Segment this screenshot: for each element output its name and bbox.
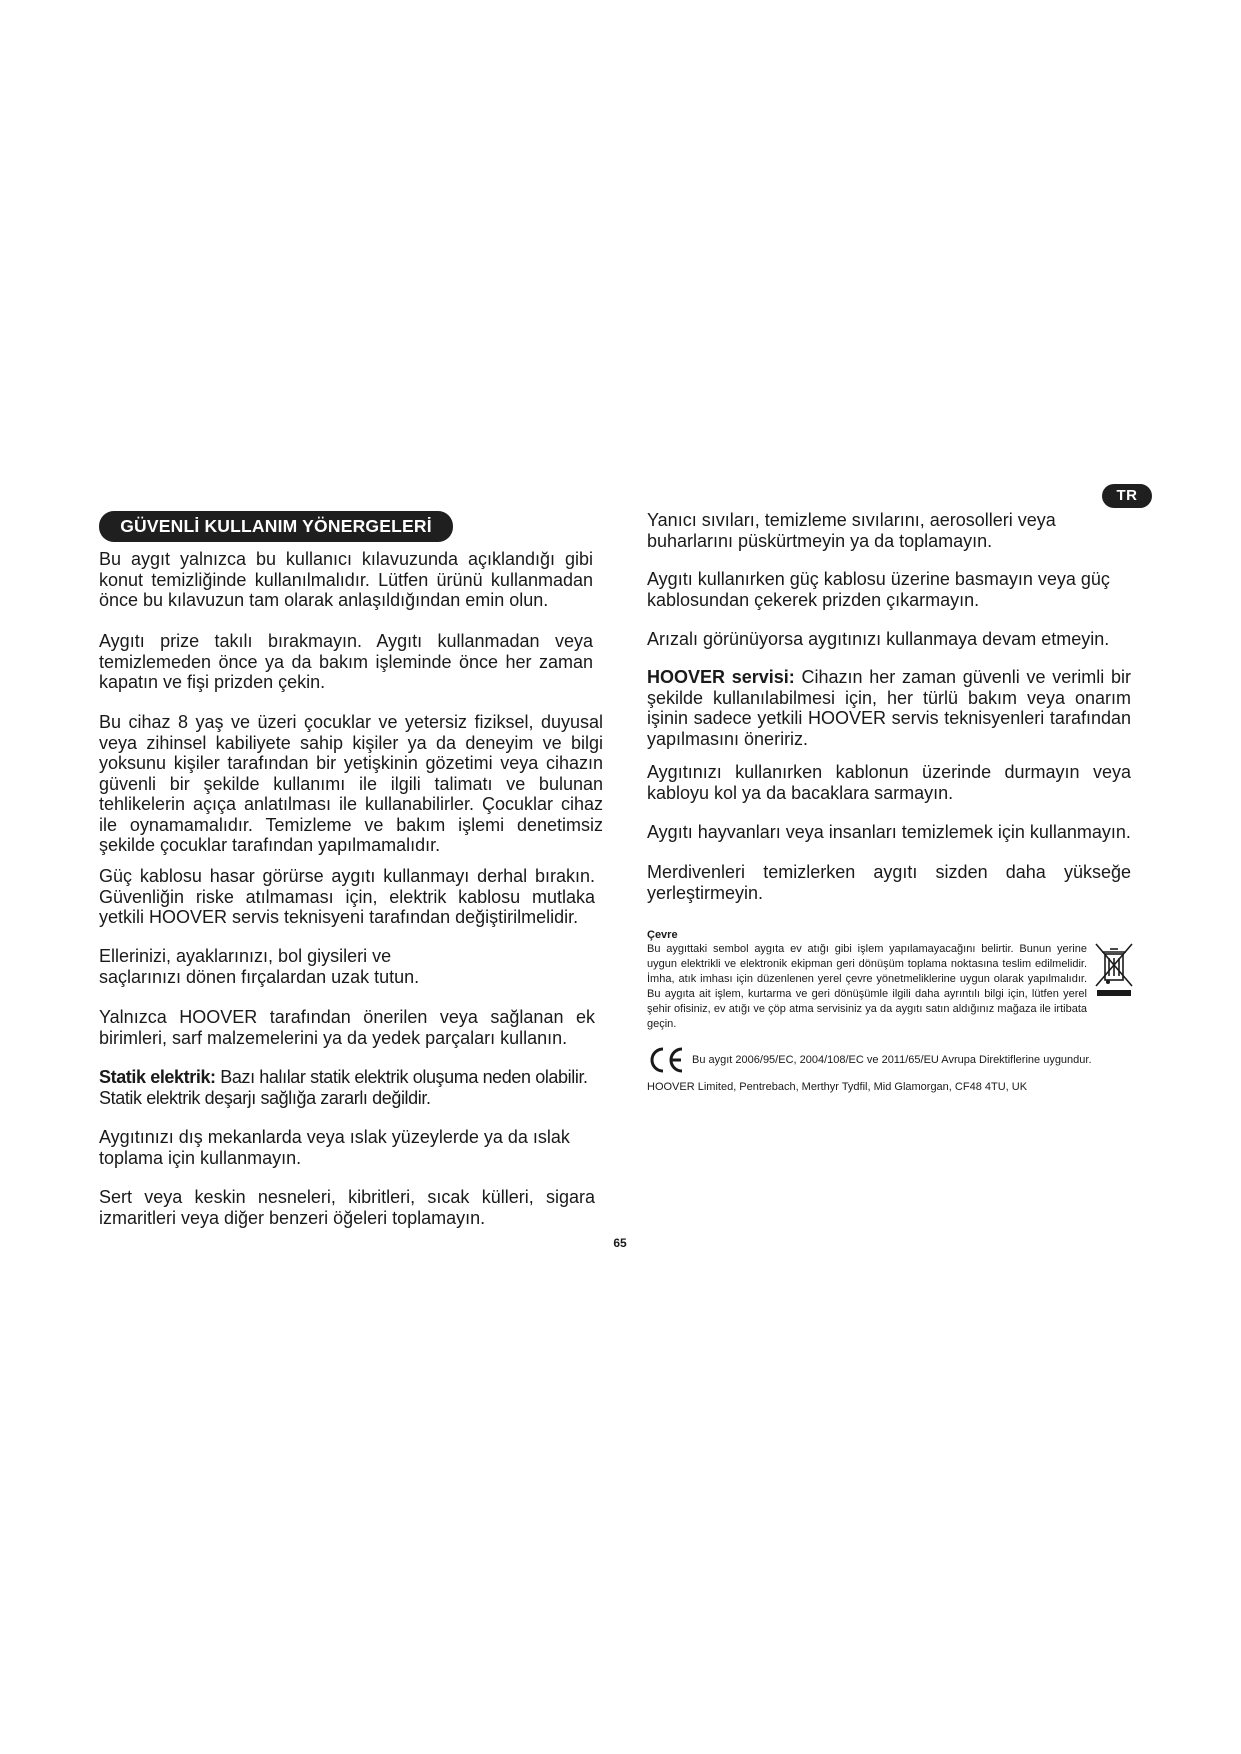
paragraph-unplug: Aygıtı prize takılı bırakmayın. Aygıtı kullanmadan veya temizlemeden önce ya da bakım işleminde önce her zaman kapatın ve fişi prizden çekin. — [99, 631, 593, 692]
paragraph-children: Bu cihaz 8 yaş ve üzeri çocuklar ve yetersiz fiziksel, duyusal veya zihinsel kabiliyete sahip kişiler ya da deneyim ve bilgi yoksunu kişiler tarafından bir yetişkinin gözetimi veya cihazın güvenli bir şekilde kullanımı ile ilgili talimatı ve bulunan tehlikelerin açıça anlatılması ile kullanabilirler. Çocuklar cihaz ile oynamamalıdır. Temizleme ve bakım işlemi denetimsiz şekilde çocuklar tarafından yapılmamalıdır. — [99, 712, 603, 855]
environment-title: Çevre — [647, 929, 678, 941]
paragraph-accessories: Yalnızca HOOVER tarafından önerilen veya sağlanan ek birimleri, sarf malzemelerini ya da yedek parçaları kullanın. — [99, 1007, 595, 1048]
paragraph-sharp-objects: Sert veya keskin nesneleri, kibritleri, sıcak külleri, sigara izmaritleri veya diğer benzeri öğeleri toplamayın. — [99, 1187, 595, 1228]
paragraph-static-electricity — [99, 1067, 599, 1108]
paragraph-cord-step: Aygıtı kullanırken güç kablosu üzerine basmayın veya güç kablosundan çekerek prizden çıkarmayın. — [647, 569, 1110, 610]
environment-section — [647, 928, 1133, 1032]
paragraph-stairs: Merdivenleri temizlerken aygıtı sizden daha yükseğe yerleştirmeyin. — [647, 862, 1131, 903]
paragraph-cable-stand: Aygıtınızı kullanırken kablonun üzerinde durmayın veya kabloyu kol ya da bacaklara sarmayın. — [647, 762, 1131, 803]
hoover-service-label: HOOVER servisi: — [647, 667, 795, 687]
ce-compliance-text: Bu aygıt 2006/95/EC, 2004/108/EC ve 2011/65/EU Avrupa Direktiflerine uygundur. — [692, 1054, 1092, 1066]
paragraph-hoover-service — [647, 667, 1131, 749]
paragraph-power-cord: Güç kablosu hasar görürse aygıtı kullanmayı derhal bırakın. Güvenliğin riske atılmaması için, elektrik kablosu mutlaka yetkili HOOVER servis teknisyeni tarafından değiştirilmelidir. — [99, 866, 595, 927]
environment-text: Bu aygıttaki sembol aygıta ev atığı gibi işlem yapılamayacağını belirtir. Bunun yerine uygun elektrikli ve elektronik ekipman geri dönüşüm toplama noktasına teslim edilmelidir. İmha, atık imhası için düzenlenen yerel çevre yönetmeliklerine uygun olarak yapılmalıdır. Bu aygıta ait işlem, kurtarma ve geri dönüşümle ilgili daha ayrıntılı bilgi için, lütfen yerel şehir ofisiniz, ev atığı ve çöp atma servisiniz ya da aygıtı satın aldığınız mağaza ile irtibata geçin. — [647, 943, 1087, 1030]
section-heading: GÜVENLİ KULLANIM YÖNERGELERİ — [99, 511, 453, 542]
crossed-out-wheelie-bin-icon — [1094, 940, 1134, 998]
ce-compliance — [647, 1045, 1147, 1075]
static-electricity-text: Bazı halılar statik elektrik oluşuma neden olabilir. Statik elektrik deşarjı sağlığa zararlı değildir. — [99, 1067, 588, 1108]
ce-mark-icon — [647, 1045, 687, 1075]
hoover-service-text: Cihazın her zaman güvenli ve verimli bir şekilde kullanılabilmesi için, her türlü bakım veya onarım işinin sadece yetkili HOOVER servis teknisyenleri tarafından yapılmasını öneririz. — [647, 667, 1131, 749]
paragraph-animals: Aygıtı hayvanları veya insanları temizlemek için kullanmayın. — [647, 822, 1131, 842]
paragraph-faulty: Arızalı görünüyorsa aygıtınızı kullanmaya devam etmeyin. — [647, 629, 1110, 649]
static-electricity-label: Statik elektrik: — [99, 1067, 216, 1087]
paragraph-outdoor: Aygıtınızı dış mekanlarda veya ıslak yüzeylerde ya da ıslak toplama için kullanmayın. — [99, 1127, 570, 1168]
manufacturer-address: HOOVER Limited, Pentrebach, Merthyr Tydfil, Mid Glamorgan, CF48 4TU, UK — [647, 1081, 1028, 1093]
paragraph-brushes: Ellerinizi, ayaklarınızı, bol giysileri ve saçlarınızı dönen fırçalardan uzak tutun. — [99, 946, 420, 987]
page-number: 65 — [613, 1236, 627, 1250]
language-badge: TR — [1102, 484, 1152, 508]
paragraph-intended-use: Bu aygıt yalnızca bu kullanıcı kılavuzunda açıklandığı gibi konut temizliğinde kullanılmalıdır. Lütfen ürünü kullanmadan önce bu kılavuzun tam olarak anlaşıldığından emin olun. — [99, 549, 593, 610]
paragraph-flammable: Yanıcı sıvıları, temizleme sıvılarını, aerosolleri veya buharlarını püskürtmeyin ya da toplamayın. — [647, 510, 1056, 551]
